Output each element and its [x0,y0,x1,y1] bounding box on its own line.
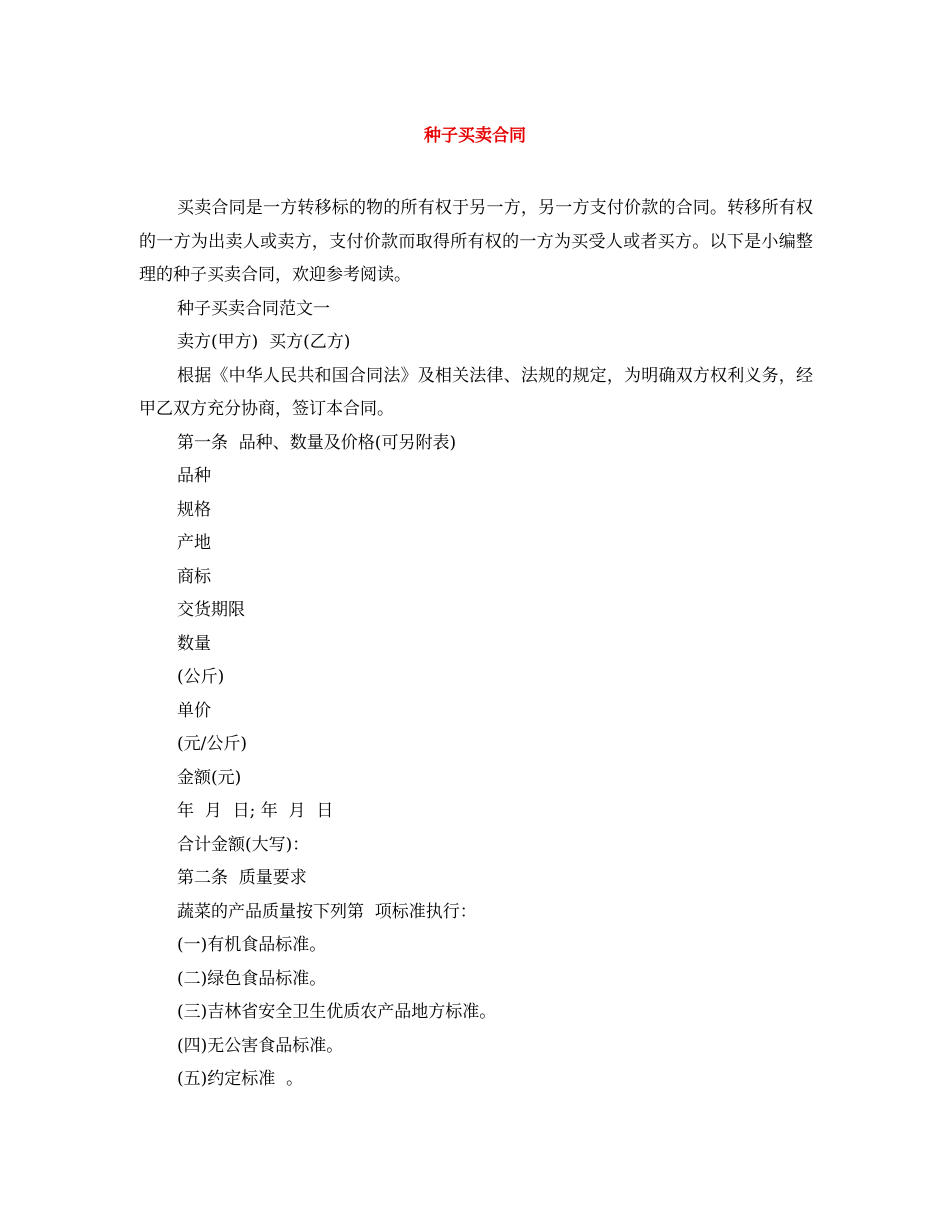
field-line: 金额(元) [177,767,242,788]
article-1-title: 第一条 品种、数量及价格(可另附表) [177,432,457,453]
field-line: 规格 [177,499,211,520]
field-line: 商标 [177,566,211,587]
standard-item: (五)约定标准 。 [177,1069,304,1089]
basis-paragraph: 根据《中华人民共和国合同法》及相关法律、法规的规定，为明确双方权利义务，经甲乙双方充分协商，签订本合同。 [139,365,813,419]
field-line: (公斤) [177,667,225,687]
standard-item: (三)吉林省安全卫生优质农产品地方标准。 [177,1002,497,1022]
intro-paragraph: 买卖合同是一方转移标的物的所有权于另一方，另一方支付价款的合同。转移所有权的一方为出卖人或卖方，支付价款而取得所有权的一方为买受人或者买方。以下是小编整理的种子买卖合同，欢迎参考阅读。 [139,198,813,285]
standard-item: (一)有机食品标准。 [177,935,327,955]
article-2-title: 第二条 质量要求 [177,868,307,888]
standard-item: (四)无公害食品标准。 [177,1035,344,1056]
standards-intro: 蔬菜的产品质量按下列第 项标准执行： [177,901,477,922]
field-line: 交货期限 [177,600,245,620]
field-line: 品种 [177,466,211,486]
section-title: 种子买卖合同范文一 [177,298,330,319]
field-line: 产地 [177,533,211,553]
standard-item: (二)绿色食品标准。 [177,968,327,989]
document-title: 种子买卖合同 [424,126,526,146]
field-line: 数量 [177,633,211,654]
field-line: 年 月 日; 年 月 日 [177,801,334,821]
document-body [139,192,813,1097]
field-line: 单价 [177,700,211,721]
parties-line: 卖方(甲方) 买方(乙方) [177,332,351,352]
field-line: (元/公斤) [177,734,247,754]
field-line: 合计金额(大写)： [177,834,310,855]
